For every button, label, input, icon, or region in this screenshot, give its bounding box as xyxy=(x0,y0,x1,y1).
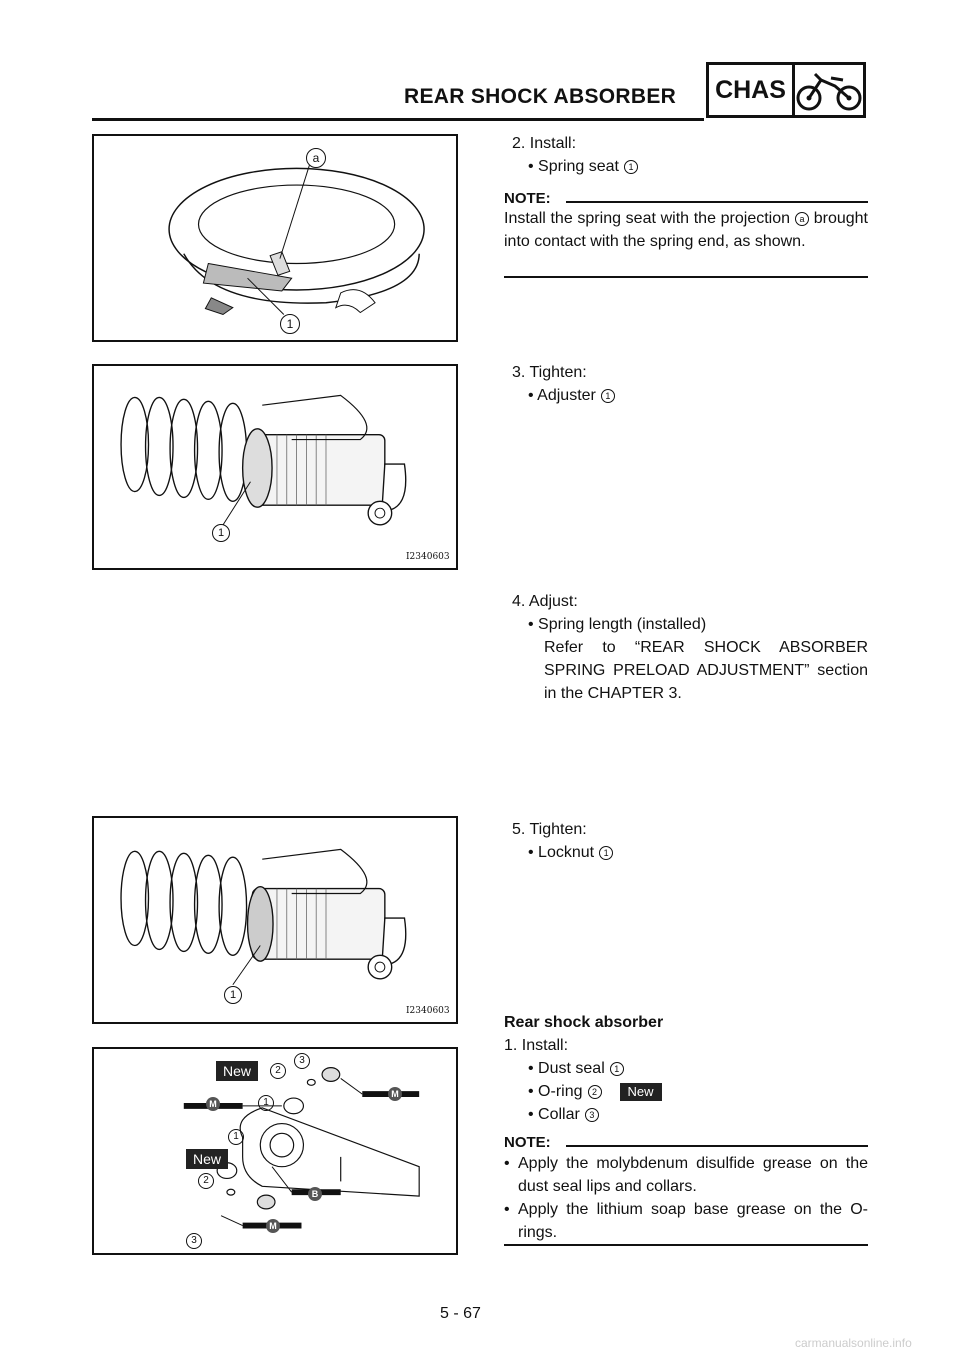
figure-spring-seat xyxy=(92,134,458,342)
section-subheading: Rear shock absorber xyxy=(504,1014,664,1031)
ref-badge: 1 xyxy=(599,846,613,860)
new-tag: New xyxy=(620,1083,662,1101)
ref-badge: 1 xyxy=(624,160,638,174)
install-heading: 1. Install: xyxy=(504,1037,569,1054)
callout-2: 2 xyxy=(270,1063,286,1079)
grease-m-mark: M xyxy=(206,1097,220,1111)
ref-badge: a xyxy=(795,212,809,226)
ref-badge: 3 xyxy=(585,1108,599,1122)
figure-locknut xyxy=(92,816,458,1024)
page-number: 5 - 67 xyxy=(440,1305,481,1322)
install-item-label: Dust seal xyxy=(538,1060,605,1077)
note-rule xyxy=(566,1145,868,1147)
callout-3: 3 xyxy=(186,1233,202,1249)
note-end-rule xyxy=(504,1244,868,1246)
section-code: CHAS xyxy=(709,65,795,115)
install-item-label: O-ring xyxy=(538,1083,583,1100)
callout-a: a xyxy=(306,148,326,168)
note-bullet xyxy=(504,1152,868,1244)
step-5-heading: 5. Tighten: xyxy=(512,821,587,838)
step-3-item-label: Adjuster xyxy=(537,387,596,404)
callout-1: 1 xyxy=(212,524,230,542)
step-4-item: • Spring length (installed) xyxy=(528,616,707,633)
note-end-rule xyxy=(504,276,868,278)
step-2-item-label: Spring seat xyxy=(538,158,619,175)
callout-2: 2 xyxy=(198,1173,214,1189)
figure-adjuster xyxy=(92,364,458,570)
motorcycle-icon xyxy=(795,68,863,112)
note-text-part: brought into contact with the spring end, as shown. xyxy=(504,210,868,250)
note-rule xyxy=(566,201,868,203)
note-bullet-text: Apply the lithium soap base grease on the O-rings. xyxy=(518,1201,868,1241)
figure-code: I2340603 xyxy=(406,552,450,562)
page-title: REAR SHOCK ABSORBER xyxy=(404,85,677,108)
callout-1: 1 xyxy=(258,1095,274,1111)
install-item: • O-ring 2 New xyxy=(528,1080,662,1103)
grease-m-mark: M xyxy=(266,1219,280,1233)
install-item: • Collar 3 xyxy=(528,1103,599,1126)
step-2-item: • Spring seat 1 xyxy=(528,155,638,178)
new-label: New xyxy=(216,1061,258,1081)
grease-b-mark: B xyxy=(308,1187,322,1201)
step-5-item-label: Locknut xyxy=(538,844,595,861)
bullet-dot: • xyxy=(504,1201,510,1218)
header-rule xyxy=(92,118,704,121)
section-badge xyxy=(706,62,866,118)
bullet-dot: • xyxy=(504,1155,510,1172)
grease-m-mark: M xyxy=(388,1087,402,1101)
figure-code: I2340603 xyxy=(406,1006,450,1016)
footer-watermark: carmanualsonline.info xyxy=(795,1336,912,1350)
note-text-part: Install the spring seat with the projection xyxy=(504,210,791,227)
callout-1: 1 xyxy=(280,314,300,334)
new-label: New xyxy=(186,1149,228,1169)
note-label: NOTE: xyxy=(504,1134,551,1151)
note-label: NOTE: xyxy=(504,190,551,207)
step-4-item-label: Spring length (installed) xyxy=(538,616,707,633)
note-bullet-text: Apply the molybdenum disulfide grease on the dust seal lips and collars. xyxy=(518,1155,868,1195)
step-5-item: • Locknut 1 xyxy=(528,841,613,864)
step-4-reference: Refer to “REAR SHOCK ABSORBER SPRING PRELOAD ADJUSTMENT” section in the CHAPTER 3. xyxy=(544,639,868,702)
spring-seat-illustration xyxy=(94,136,456,340)
step-3-item: • Adjuster 1 xyxy=(528,384,615,407)
step-3-heading: 3. Tighten: xyxy=(512,364,587,381)
ref-badge: 1 xyxy=(601,389,615,403)
figure-dust-seal-assembly xyxy=(92,1047,458,1255)
step-4-heading: 4. Adjust: xyxy=(512,593,578,610)
install-item: • Dust seal 1 xyxy=(528,1057,624,1080)
note-text xyxy=(504,207,868,253)
step-2-heading: 2. Install: xyxy=(512,135,577,152)
callout-1: 1 xyxy=(224,986,242,1004)
install-item-label: Collar xyxy=(538,1106,580,1123)
callout-3: 3 xyxy=(294,1053,310,1069)
shock-adjuster-illustration xyxy=(94,366,456,568)
ref-badge: 1 xyxy=(610,1062,624,1076)
ref-badge: 2 xyxy=(588,1085,602,1099)
shock-locknut-illustration xyxy=(94,818,456,1022)
callout-1: 1 xyxy=(228,1129,244,1145)
